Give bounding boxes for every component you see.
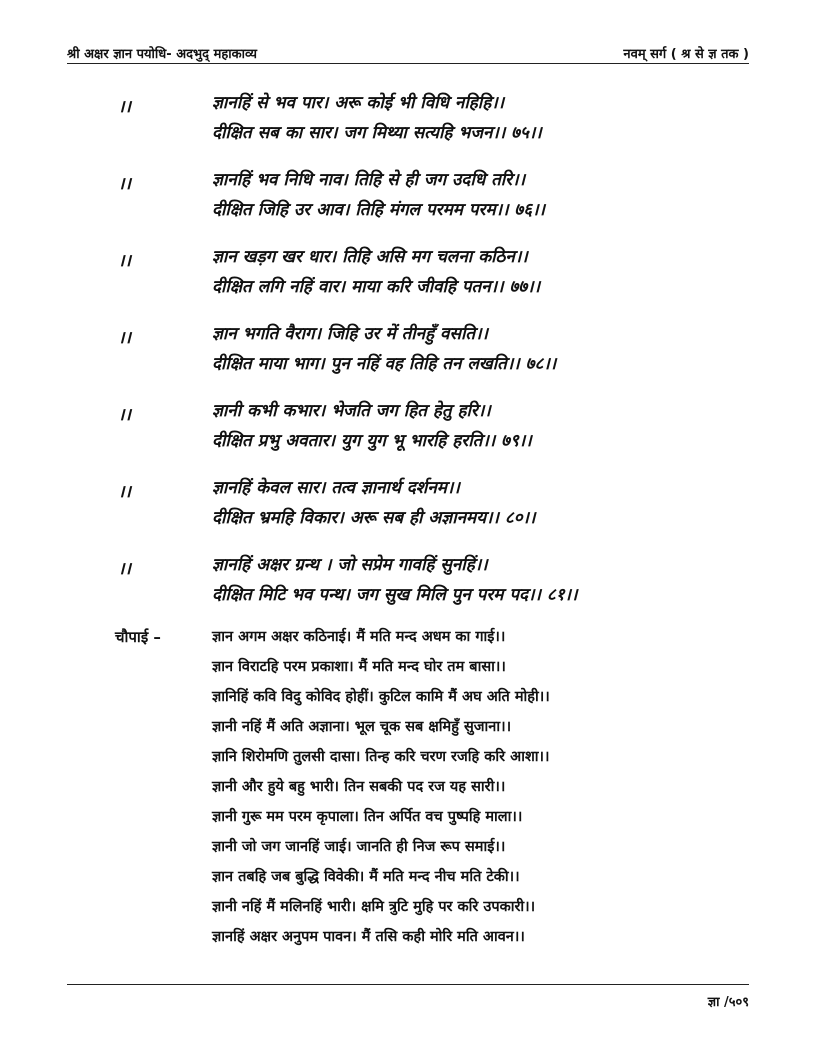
- chaupai-line: ज्ञानी नहिं मैं अति अज्ञाना। भूल चूक सब क्षमिहुँ सुजाना।।: [212, 719, 512, 735]
- header-book-title: श्री अक्षर ज्ञान पयोधि- अदभुद् महाकाव्य: [67, 47, 257, 62]
- verse-79: [0, 394, 816, 471]
- verse-line-1: ज्ञानहिं केवल सार। तत्व ज्ञानार्थ दर्शनम।।: [212, 478, 460, 498]
- chaupai-line: ज्ञान अगम अक्षर कठिनाई। मैं मति मन्द अधम का गाई।।: [212, 629, 506, 645]
- verse-marker: ।।: [118, 482, 131, 502]
- header-chapter-title: नवम् सर्ग ( श्र से ज्ञ तक ): [623, 47, 749, 62]
- verse-line-2: दीक्षित लगि नहिं वार। माया करि जीवहि पतन।। ७७।।: [212, 277, 541, 297]
- chaupai-line: ज्ञानि शिरोमणि तुलसी दासा। तिन्ह करि चरण रजहि करि आशा।।: [212, 749, 550, 765]
- chaupai-line: ज्ञानी नहिं मैं मलिनहिं भारी। क्षमि त्रुटि मुहि पर करि उपकारी।।: [212, 899, 536, 915]
- page-number: ज्ञा /५०९: [707, 995, 749, 1010]
- verse-81: [0, 548, 816, 625]
- verse-line-1: ज्ञान भगति वैराग। जिहि उर में तीनहुँ वसति।।: [212, 324, 488, 344]
- verse-marker: ।।: [118, 97, 131, 117]
- verse-line-1: ज्ञान खड़ग खर धार। तिहि असि मग चलना कठिन।।: [212, 247, 528, 267]
- verse-marker: ।।: [118, 174, 131, 194]
- verse-line-2: दीक्षित माया भाग। पुन नहिं वह तिहि तन लखति।। ७८।।: [212, 354, 557, 374]
- verse-line-2: दीक्षित भ्रमहि विकार। अरू सब ही अज्ञानमय।। ८०।।: [212, 508, 536, 528]
- chaupai-line: ज्ञानी गुरू मम परम कृपाला। तिन अर्पित वच पुष्पहि माला।।: [212, 809, 523, 825]
- chaupai-line: ज्ञानहिं अक्षर अनुपम पावन। मैं तसि कही मोरि मति आवन।।: [212, 929, 525, 945]
- chaupai-line: ज्ञानिहिं कवि विदु कोविद होहीं। कुटिल कामि मैं अघ अति मोही।।: [212, 689, 550, 705]
- verse-marker: ।।: [118, 405, 131, 425]
- verse-line-1: ज्ञानहिं से भव पार। अरू कोई भी विधि नहिहि।।: [212, 93, 505, 113]
- verse-line-1: ज्ञानहिं अक्षर ग्रन्थ । जो सप्रेम गावहिं सुनहिं।।: [212, 555, 488, 575]
- verse-marker: ।।: [118, 328, 131, 348]
- chaupai-lines: [212, 626, 550, 956]
- verse-line-1: ज्ञानहिं भव निधि नाव। तिहि से ही जग उदधि तरि।।: [212, 170, 526, 190]
- verse-78: [0, 317, 816, 394]
- verse-marker: ।।: [118, 559, 131, 579]
- verse-76: [0, 163, 816, 240]
- page-header: [67, 38, 749, 62]
- verse-line-2: दीक्षित जिहि उर आव। तिहि मंगल परमम परम।। ७६।।: [212, 200, 545, 220]
- doha-verses: [0, 86, 816, 625]
- chaupai-line: ज्ञान तबहि जब बुद्धि विवेकी। मैं मति मन्द नीच मति टेकी।।: [212, 869, 520, 885]
- verse-line-2: दीक्षित प्रभु अवतार। युग युग भू भारहि हरति।। ७९।।: [212, 431, 532, 451]
- chaupai-line: ज्ञान विराटहि परम प्रकाशा। मैं मति मन्द घोर तम बासा।।: [212, 659, 506, 675]
- chaupai-line: ज्ञानी और हुये बहु भारी। तिन सबकी पद रज यह सारी।।: [212, 779, 506, 795]
- verse-80: [0, 471, 816, 548]
- verse-line-1: ज्ञानी कभी कभार। भेजति जग हित हेतु हरि।।: [212, 401, 491, 421]
- verse-75: [0, 86, 816, 163]
- footer-divider: [67, 984, 749, 985]
- chaupai-line: ज्ञानी जो जग जानहिं जाई। जानति ही निज रूप समाई।।: [212, 839, 506, 855]
- verse-77: [0, 240, 816, 317]
- header-divider: [67, 63, 749, 64]
- verse-marker: ।।: [118, 251, 131, 271]
- verse-line-2: दीक्षित सब का सार। जग मिथ्या सत्यहि भजन।। ७५।।: [212, 123, 542, 143]
- chaupai-label: चौपाई –: [115, 628, 161, 646]
- verse-line-2: दीक्षित मिटि भव पन्थ। जग सुख मिलि पुन परम पद।। ८१।।: [212, 585, 578, 605]
